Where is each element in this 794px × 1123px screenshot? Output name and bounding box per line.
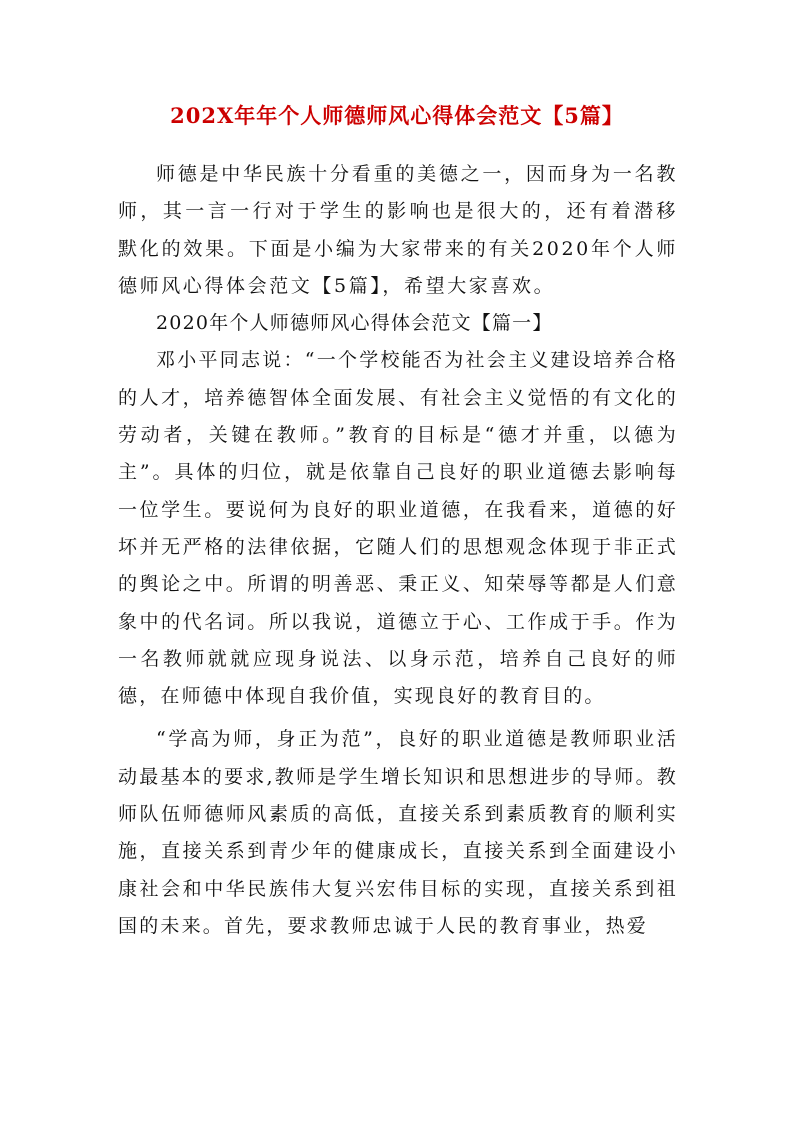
document-title: 202X年年个人师德师风心得体会范文【5篇】 xyxy=(170,103,624,128)
body-paragraph-1: 邓小平同志说：“一个学校能否为社会主义建设培养合格的人才，培养德智体全面发展、有社会主义觉悟的有文化的劳动者，关键在教师。”教育的目标是“德才并重，以德为主”。具体的归位，就是依靠自己良好的职业道德去影响每一位学生。要说何为良好的职业道德，在我看来，道德的好坏并无严格的法律依据，它随人们的思想观念体现于非正式的舆论之中。所谓的明善恶、秉正义、知荣辱等都是人们意象中的代名词。所以我说，道德立于心、工作成于手。作为一名教师就就应现身说法、以身示范，培养自己良好的师德，在师德中体现自我价值，实现良好的教育目的。 xyxy=(118,349,678,708)
section-heading: 2020年个人师德师风心得体会范文【篇一】 xyxy=(156,312,553,335)
intro-paragraph: 师德是中华民族十分看重的美德之一，因而身为一名教师，其一言一行对于学生的影响也是很大的，还有着潜移默化的效果。下面是小编为大家带来的有关2020年个人师德师风心得体会范文【5篇】，希望大家喜欢。 xyxy=(118,163,678,297)
body-paragraph-2: “学高为师，身正为范”，良好的职业道德是教师职业活动最基本的要求,教师是学生增长知识和思想进步的导师。教师队伍师德师风素质的高低，直接关系到素质教育的顺利实施，直接关系到青少年的健康成长，直接关系到全面建设小康社会和中华民族伟大复兴宏伟目标的实现，直接关系到祖国的未来。首先，要求教师忠诚于人民的教育事业，热爱 xyxy=(118,728,678,937)
document-body xyxy=(118,156,678,945)
